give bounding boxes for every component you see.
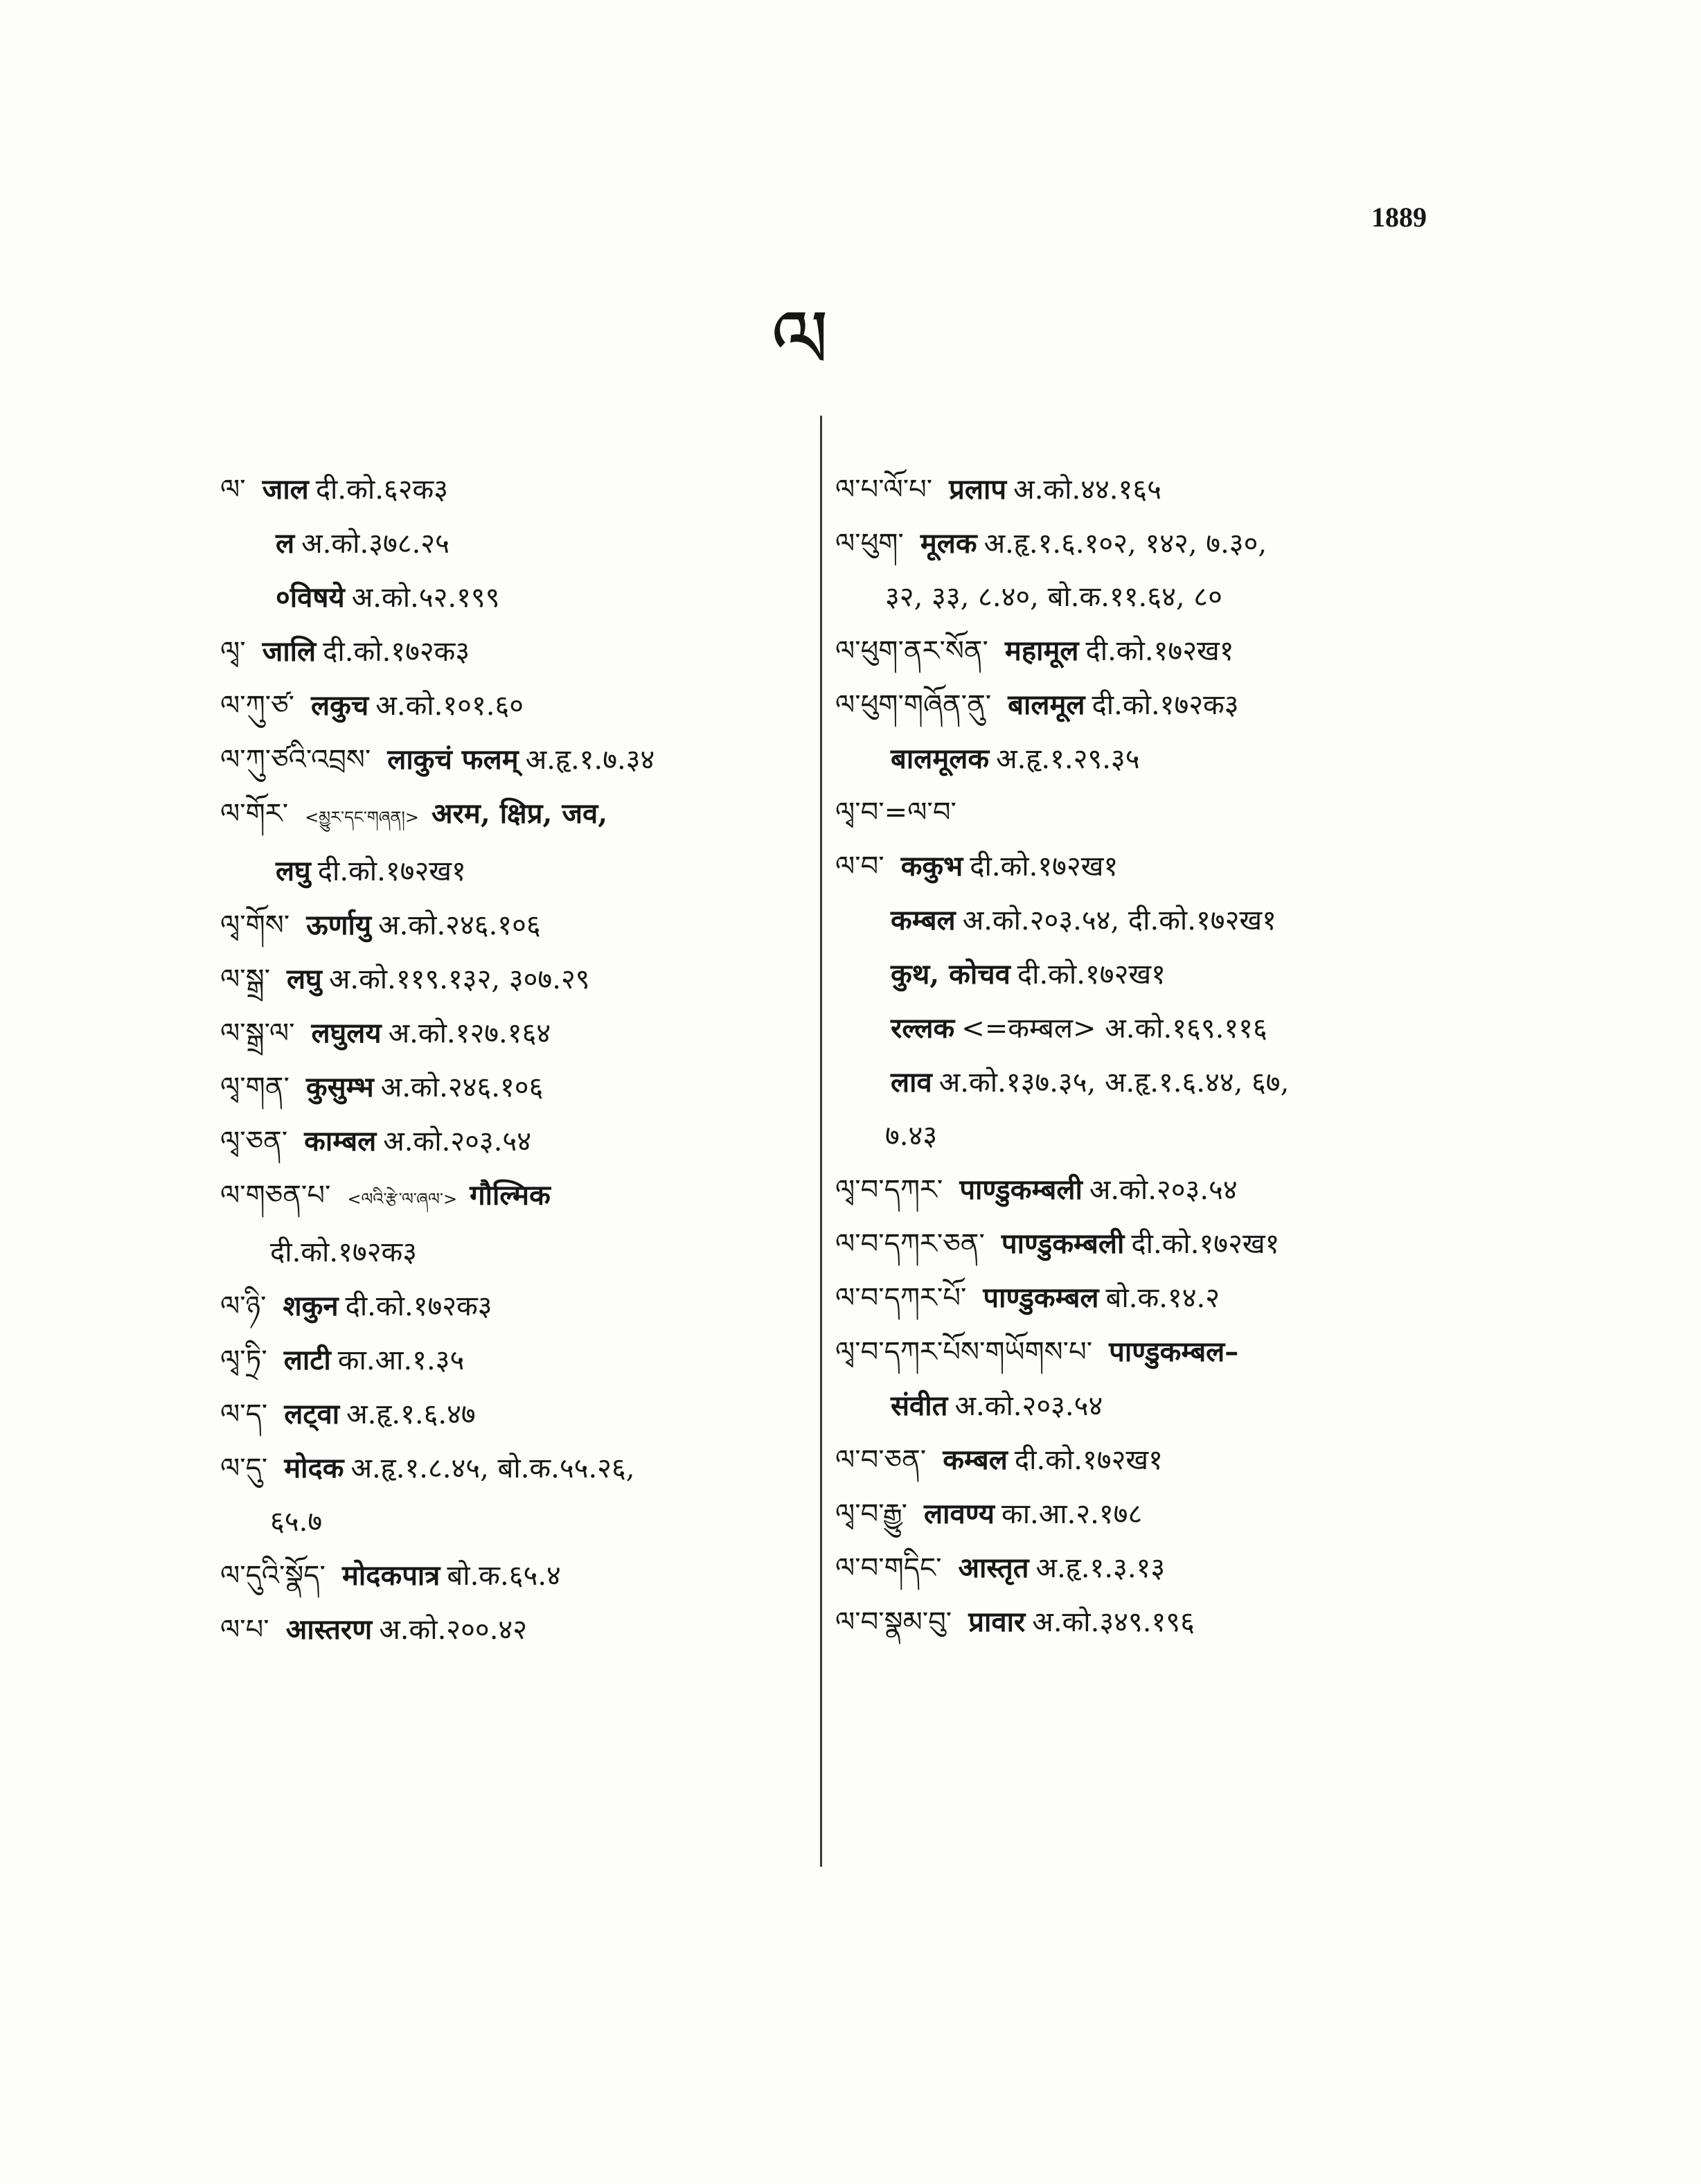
sanskrit-term: पाण्डुकम्बली (959, 1173, 1083, 1206)
source-reference: बो.क.६५.४ (447, 1560, 561, 1592)
sanskrit-term: आस्तृत (958, 1552, 1029, 1584)
entry-line (220, 1060, 857, 1115)
sanskrit-term: लाव (891, 1066, 932, 1099)
tibetan-headword: ལ་ (220, 474, 246, 506)
sanskrit-term: पाण्डुकम्बली (1001, 1227, 1125, 1260)
tibetan-headword: ལྭ་བ་དཀར་པོས་གཡོགས་པ་ (835, 1336, 1093, 1368)
source-reference: अ.को.२४६.१०६ (380, 1072, 544, 1103)
entry-line (835, 678, 1472, 732)
sanskrit-term: मोदकपात्र (341, 1559, 440, 1592)
tibetan-headword: ལ་ཕུག་ནར་སོན་ (835, 635, 988, 667)
source-reference: अ.हृ.१.८.४५, बो.क.५५.२६, (350, 1453, 635, 1484)
source-reference: अ.को.४४.१६५ (1013, 474, 1161, 506)
source-reference: अ.को.१३७.३५, अ.हृ.१.६.४४, ६७, (938, 1067, 1290, 1099)
dictionary-entry (835, 840, 1472, 1163)
tibetan-headword: ལྭ་བ་དཀར་ (835, 1174, 943, 1206)
dictionary-entry (835, 1541, 1472, 1595)
dictionary-entry (220, 1441, 857, 1549)
tibetan-gloss: <ལའི་རྩེ་ལ་ཞལ་> (347, 1189, 458, 1209)
entry-continuation-line (220, 844, 857, 898)
page-number: 1889 (1371, 202, 1427, 233)
source-reference: दी.को.१७२ख१ (970, 851, 1119, 882)
source-reference: दी.को.६२क३ (315, 474, 449, 506)
dictionary-entry (835, 1487, 1472, 1541)
tibetan-headword: ལྭ་ (220, 636, 246, 668)
source-reference: अ.को.११९.१३२, ३०७.२९ (328, 964, 590, 995)
tibetan-headword: ལ་ད་ (220, 1399, 268, 1430)
tibetan-headword: ལ་པ་ལོ་པ་ (835, 474, 933, 506)
sanskrit-term: शकुन (283, 1290, 339, 1322)
sanskrit-term: प्रलाप (949, 473, 1007, 506)
entry-continuation-line (835, 732, 1472, 786)
sanskrit-term: लाकुचं फलम् (387, 743, 519, 776)
sanskrit-term: कम्बल (891, 904, 956, 936)
dictionary-entry (220, 1603, 857, 1657)
tibetan-headword: ལ་ཀུ་ཙ་ (220, 690, 295, 722)
dictionary-entry (220, 679, 857, 733)
source-reference: ६५.७ (270, 1506, 323, 1538)
entry-line (835, 1163, 1472, 1217)
tibetan-headword: ལ་ཕུག་ (835, 528, 904, 560)
dictionary-entry (220, 1279, 857, 1333)
dictionary-entry (835, 1433, 1472, 1487)
sanskrit-term: ०विषये (276, 581, 345, 614)
tibetan-headword: ལ་བ་སྣམ་བུ་ (835, 1606, 952, 1638)
sanskrit-term: मोदक (284, 1452, 344, 1484)
entry-line (220, 952, 857, 1006)
source-reference: का.आ.२.१७८ (1001, 1498, 1143, 1530)
sanskrit-term: आस्तरण (285, 1613, 373, 1646)
sanskrit-term: ल (276, 527, 295, 560)
source-reference: अ.को.२४६.१०६ (378, 909, 541, 941)
entry-line (835, 1541, 1472, 1595)
sanskrit-term: लट्वा (284, 1398, 340, 1430)
source-reference: ७.४३ (885, 1120, 938, 1152)
sanskrit-term: अरम, क्षिप्र, जव, (431, 797, 608, 830)
dictionary-entry (220, 625, 857, 679)
tibetan-headword: ལ་བ་དཀར་པོ་ (835, 1282, 967, 1314)
dictionary-entry (220, 1169, 857, 1279)
entry-continuation-line (835, 948, 1472, 1002)
sanskrit-term: जाल (262, 473, 309, 506)
source-reference: दी.को.१७२ख१ (1085, 635, 1234, 667)
sanskrit-term: महामूल (1004, 634, 1079, 667)
entry-line (835, 624, 1472, 678)
tibetan-headword: ལྭ་གན་ (220, 1072, 290, 1103)
source-reference: अ.हृ.१.३.१३ (1035, 1552, 1166, 1584)
tibetan-headword: ལ་ཕུག་གཞོན་ནུ་ (835, 689, 992, 721)
source-reference: अ.हृ.१.७.३४ (525, 744, 655, 776)
source-reference: दी.को.१७२ख१ (317, 855, 466, 887)
sanskrit-term: बालमूलक (891, 743, 990, 775)
sanskrit-term: कम्बल (943, 1444, 1008, 1476)
sanskrit-term: लाटी (283, 1344, 331, 1376)
dictionary-entry (220, 898, 857, 952)
entry-line (835, 463, 1472, 517)
source-reference: अ.को.५२.१९९ (351, 582, 500, 614)
sanskrit-term: लकुच (311, 689, 369, 722)
entry-line (220, 1603, 857, 1657)
entry-line (220, 733, 857, 787)
sanskrit-term: पाण्डुकम्बल (983, 1281, 1099, 1314)
source-reference: अ.हृ.१.२९.३५ (996, 743, 1140, 775)
source-reference: अ.को.१२७.१६४ (388, 1018, 551, 1049)
tibetan-headword: ལ་ཉི་ (220, 1290, 267, 1322)
entry-line (835, 1325, 1472, 1379)
dictionary-entry (220, 1006, 857, 1060)
dictionary-entry (835, 463, 1472, 517)
tibetan-headword: ལ་བ་ཅན་ (835, 1444, 927, 1476)
dictionary-entry (220, 952, 857, 1006)
entry-line (220, 679, 857, 733)
source-reference: दी.को.१७२ख१ (1014, 1444, 1163, 1476)
tibetan-headword: ལ་བ་དཀར་ཅན་ (835, 1228, 985, 1260)
dictionary-entry (220, 1060, 857, 1115)
entry-line (220, 1333, 857, 1387)
dictionary-entry (835, 1163, 1472, 1217)
entry-line (835, 1595, 1472, 1649)
source-reference: अ.को.१०१.६० (375, 690, 524, 722)
sanskrit-term: प्रावार (968, 1606, 1026, 1638)
dictionary-entry (220, 1549, 857, 1603)
dictionary-entry (835, 678, 1472, 786)
entry-continuation-line (220, 1226, 857, 1279)
entry-line (835, 517, 1472, 571)
entry-line (220, 1549, 857, 1603)
tibetan-headword: ལ་དུའི་སྣོད་ (220, 1560, 326, 1592)
entry-line (835, 786, 1472, 840)
tibetan-headword: ལ་བ་ (835, 851, 884, 882)
source-reference: <=कम्बल> अ.को.१६९.११६ (961, 1013, 1267, 1045)
entry-continuation-line (220, 571, 857, 625)
source-reference: का.आ.१.३५ (337, 1344, 465, 1376)
entry-continuation-line (835, 1002, 1472, 1056)
tibetan-headword: ལྭ་བ་=ལ་བ་ (835, 797, 956, 828)
source-reference: दी.को.१७२ख१ (1017, 959, 1166, 991)
sanskrit-term: संवीत (891, 1390, 948, 1422)
tibetan-headword: ལ་པ་ (220, 1614, 269, 1646)
source-reference: अ.को.२०३.५४ (954, 1390, 1103, 1422)
entry-line (220, 1387, 857, 1441)
sanskrit-term: रल्लक (891, 1012, 955, 1045)
dictionary-entry (220, 1387, 857, 1441)
source-reference: दी.को.१७२क३ (345, 1290, 492, 1322)
source-reference: बो.क.१४.२ (1105, 1282, 1220, 1314)
tibetan-headword: ལ་གཅན་པ་ (220, 1180, 331, 1211)
sanskrit-term: लघुलय (311, 1017, 382, 1049)
tibetan-headword: ལྭ་ཅན་ (220, 1126, 288, 1157)
tibetan-gloss: <མྱུར་དང་གཞན།> (305, 808, 419, 827)
dictionary-entry (220, 463, 857, 625)
entry-line (220, 463, 857, 517)
entry-line (835, 840, 1472, 894)
sanskrit-term: लघु (287, 963, 322, 995)
tibetan-headword: ལ་སྒྲ་ལ་ (220, 1018, 295, 1049)
entry-line (835, 1217, 1472, 1271)
tibetan-headword: ལྭ་ཏྲི་ (220, 1344, 267, 1376)
left-column (220, 463, 857, 1657)
entry-continuation-line (835, 1056, 1472, 1110)
source-reference: दी.को.१७२क३ (1092, 689, 1239, 721)
tibetan-headword: ལྭ་གོས་ (220, 909, 290, 941)
entry-line (220, 898, 857, 952)
sanskrit-term: काम्बल (304, 1125, 377, 1157)
source-reference: अ.हृ.१.६.४७ (346, 1399, 476, 1430)
entry-continuation-line (835, 1110, 1472, 1163)
sanskrit-term: गौल्मिक (470, 1179, 551, 1211)
tibetan-headword: ལ་གོར་ (220, 798, 289, 830)
sanskrit-term: पाण्डुकम्बल– (1109, 1335, 1239, 1368)
entry-line (220, 1441, 857, 1495)
source-reference: ३२, ३३, ८.४०, बो.क.११.६४, ८० (885, 581, 1222, 613)
dictionary-entry (835, 517, 1472, 624)
sanskrit-term: ककुभ (900, 850, 963, 882)
tibetan-headword: ལ་བ་གདིང་ (835, 1552, 942, 1584)
source-reference: दी.को.१७२क३ (323, 636, 470, 668)
source-reference: अ.हृ.१.६.१०२, १४२, ७.३०, (983, 528, 1267, 560)
entry-continuation-line (835, 571, 1472, 624)
entry-line (220, 787, 857, 844)
source-reference: अ.को.२०३.५४, दी.को.१७२ख१ (962, 905, 1276, 936)
sanskrit-term: मूलक (920, 527, 977, 560)
source-reference: दी.को.१७२क३ (270, 1236, 418, 1268)
entry-line (220, 1169, 857, 1226)
entry-continuation-line (835, 1379, 1472, 1433)
sanskrit-term: जालि (262, 635, 317, 668)
sanskrit-term: लावण्य (924, 1498, 995, 1530)
sanskrit-term: बालमूल (1008, 689, 1085, 721)
source-reference: दी.को.१७२ख१ (1131, 1228, 1280, 1260)
source-reference: अ.को.२०३.५४ (1089, 1174, 1238, 1206)
dictionary-entry (835, 1217, 1472, 1271)
entry-line (835, 1271, 1472, 1325)
sanskrit-term: कुथ, कोचव (891, 958, 1010, 991)
dictionary-entry (220, 733, 857, 787)
section-letter: ལ (771, 292, 829, 387)
dictionary-entry (835, 1271, 1472, 1325)
dictionary-entry (835, 1325, 1472, 1433)
tibetan-headword: ལྭ་བ་རྒྱུ་ (835, 1498, 908, 1530)
dictionary-entry (220, 1115, 857, 1169)
tibetan-headword: ལ་ཀུ་ཙའི་འབྲས་ (220, 744, 371, 776)
sanskrit-term: लघु (276, 855, 311, 887)
entry-line (220, 1279, 857, 1333)
dictionary-entry (835, 786, 1472, 840)
tibetan-headword: ལ་དུ་ (220, 1453, 268, 1484)
right-column (835, 463, 1472, 1649)
source-reference: अ.को.२००.४२ (379, 1614, 528, 1646)
dictionary-entry (835, 624, 1472, 678)
dictionary-entry (220, 787, 857, 898)
entry-line (835, 1433, 1472, 1487)
entry-line (220, 625, 857, 679)
entry-continuation-line (220, 1495, 857, 1549)
source-reference: अ.को.३७८.२५ (301, 528, 449, 560)
entry-continuation-line (835, 894, 1472, 948)
sanskrit-term: कुसुम्भ (305, 1071, 374, 1103)
source-reference: अ.को.३४९.१९६ (1032, 1606, 1195, 1638)
entry-line (220, 1115, 857, 1169)
dictionary-entry (835, 1595, 1472, 1649)
source-reference: अ.को.२०३.५४ (383, 1126, 532, 1157)
dictionary-entry (220, 1333, 857, 1387)
entry-continuation-line (220, 517, 857, 571)
sanskrit-term: ऊर्णायु (306, 909, 372, 941)
entry-line (220, 1006, 857, 1060)
tibetan-headword: ལ་སྒྲ་ (220, 964, 271, 995)
entry-line (835, 1487, 1472, 1541)
